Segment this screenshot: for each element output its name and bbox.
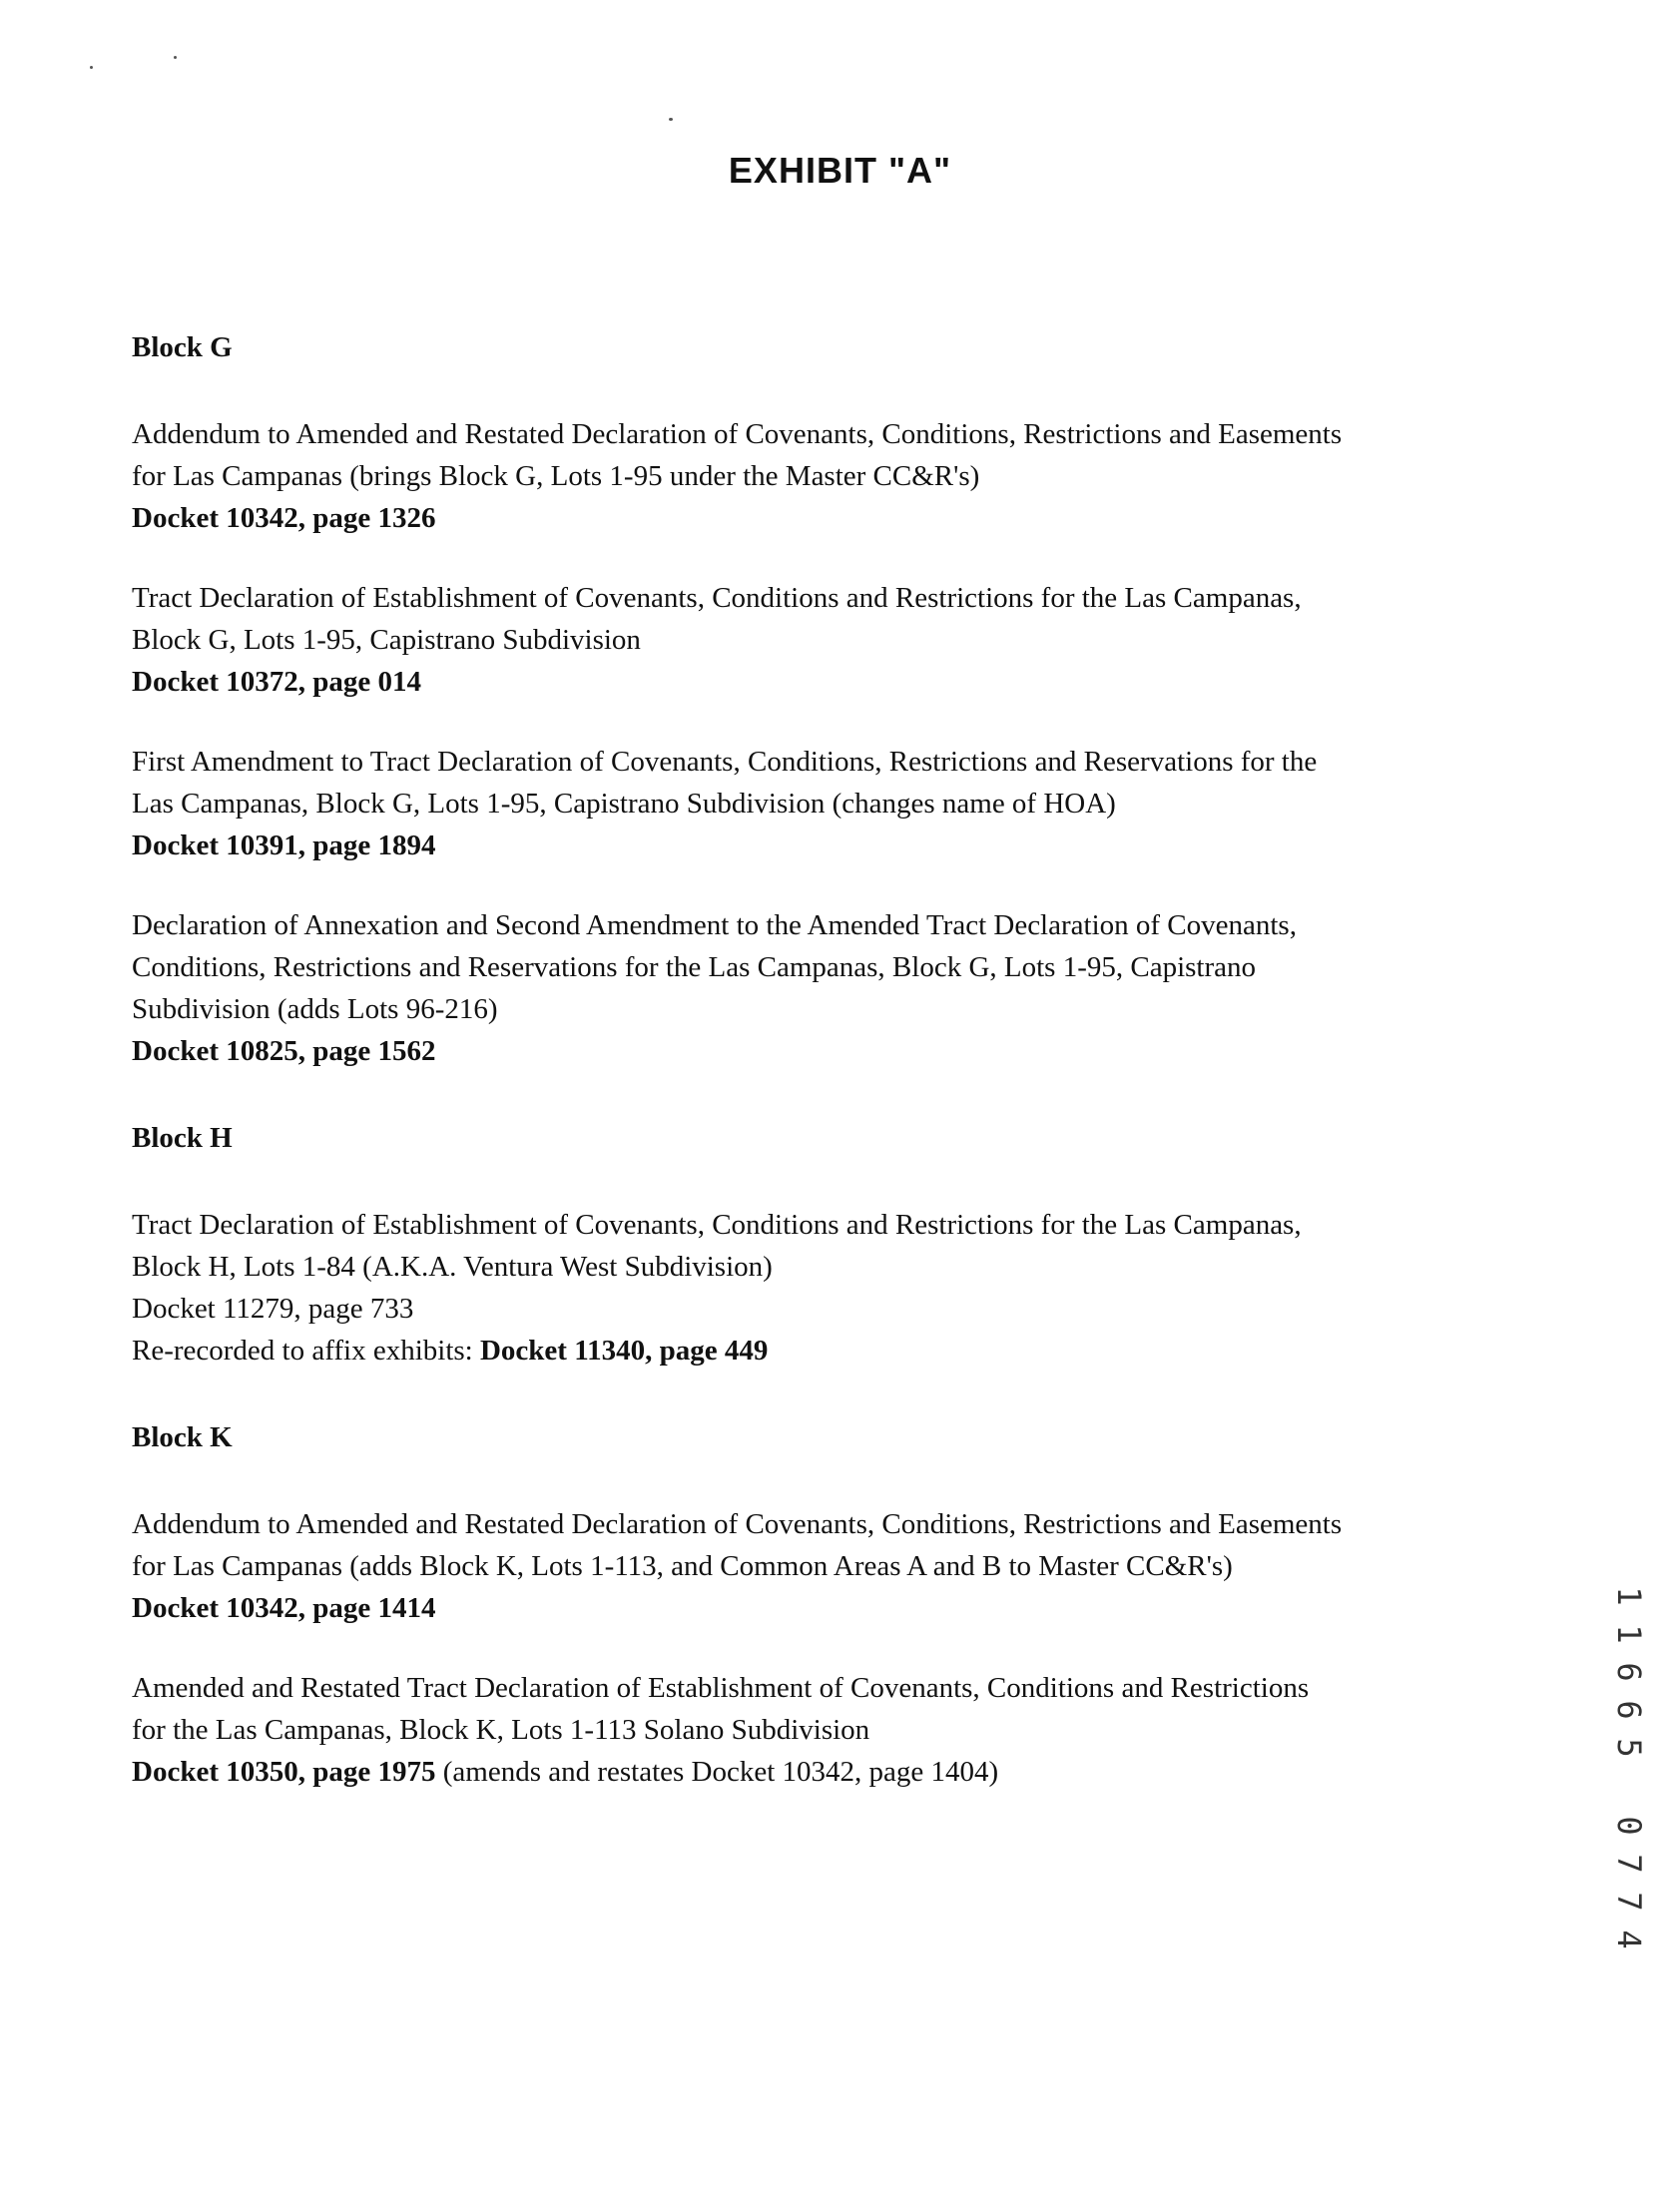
docket-reference: Docket 10372, page 014 — [132, 666, 421, 698]
entry — [132, 577, 1549, 703]
entry-line: Subdivision (adds Lots 96-216) — [132, 993, 498, 1025]
rerecord-prefix: Re-recorded to affix exhibits: — [132, 1335, 480, 1367]
stamp-digit: 1 — [1610, 1586, 1648, 1606]
entry — [132, 741, 1549, 866]
entry — [132, 413, 1549, 539]
stamp-digit: 6 — [1610, 1662, 1648, 1682]
section-block-k — [132, 1417, 1549, 1793]
section-heading: Block K — [132, 1421, 233, 1453]
entry-line: Docket 11279, page 733 — [132, 1293, 414, 1325]
exhibit-title: EXHIBIT "A" — [728, 150, 952, 191]
stamp-digit: 5 — [1610, 1738, 1648, 1758]
stamp-digit: 6 — [1610, 1700, 1648, 1720]
section-block-g — [132, 327, 1549, 1072]
entry — [132, 1667, 1549, 1793]
section-heading: Block H — [132, 1122, 233, 1154]
entry-line: Amended and Restated Tract Declaration of Establishment of Covenants, Conditions and Restrictions — [132, 1672, 1310, 1704]
exhibit-content — [132, 327, 1549, 1793]
docket-line — [132, 1751, 1549, 1793]
docket-reference: Docket 10342, page 1326 — [132, 502, 436, 534]
entry-line: Tract Declaration of Establishment of Covenants, Conditions and Restrictions for the Las Campanas, — [132, 1209, 1302, 1241]
docket-reference: Docket 10825, page 1562 — [132, 1035, 436, 1067]
scan-speck — [90, 66, 93, 69]
stamp-digit: 4 — [1610, 1930, 1648, 1949]
scan-speck — [669, 118, 673, 121]
docket-reference: Docket 11340, page 449 — [479, 1335, 769, 1367]
scan-speck — [174, 56, 177, 59]
section-block-h — [132, 1118, 1549, 1372]
stamp-digit: 7 — [1610, 1892, 1648, 1912]
section-heading: Block G — [132, 331, 233, 363]
stamp-digit: 1 — [1610, 1624, 1648, 1644]
docket-reference: Docket 10391, page 1894 — [132, 829, 436, 861]
entry-line: Declaration of Annexation and Second Amendment to the Amended Tract Declaration of Covenants, — [132, 909, 1297, 941]
rerecord-line — [132, 1330, 1549, 1372]
entry-line: Addendum to Amended and Restated Declaration of Covenants, Conditions, Restrictions and Easements — [132, 418, 1343, 450]
stamp-digit: 7 — [1610, 1854, 1648, 1874]
entry-line: Block H, Lots 1-84 (A.K.A. Ventura West Subdivision) — [132, 1251, 773, 1283]
entry-line: Addendum to Amended and Restated Declaration of Covenants, Conditions, Restrictions and Easements — [132, 1508, 1343, 1540]
entry-line: Conditions, Restrictions and Reservations for the Las Campanas, Block G, Lots 1-95, Capistrano — [132, 951, 1257, 983]
entry-line: First Amendment to Tract Declaration of Covenants, Conditions, Restrictions and Reservations for the — [132, 746, 1318, 778]
entry — [132, 1204, 1549, 1372]
recording-number-stamp — [1605, 1577, 1653, 1958]
docket-reference: Docket 10342, page 1414 — [132, 1592, 436, 1624]
entry-line: for the Las Campanas, Block K, Lots 1-113 Solano Subdivision — [132, 1714, 870, 1746]
docket-reference: Docket 10350, page 1975 — [132, 1756, 436, 1788]
entry — [132, 1503, 1549, 1629]
entry-line: for Las Campanas (brings Block G, Lots 1-95 under the Master CC&R's) — [132, 460, 980, 492]
entry-line: Las Campanas, Block G, Lots 1-95, Capistrano Subdivision (changes name of HOA) — [132, 788, 1116, 820]
entry — [132, 904, 1549, 1072]
docket-note: (amends and restates Docket 10342, page 1404) — [435, 1756, 999, 1788]
stamp-digit: 0 — [1610, 1816, 1648, 1836]
entry-line: for Las Campanas (adds Block K, Lots 1-113, and Common Areas A and B to Master CC&R's) — [132, 1550, 1233, 1582]
entry-line: Tract Declaration of Establishment of Covenants, Conditions and Restrictions for the Las Campanas, — [132, 582, 1302, 614]
entry-line: Block G, Lots 1-95, Capistrano Subdivision — [132, 624, 641, 656]
